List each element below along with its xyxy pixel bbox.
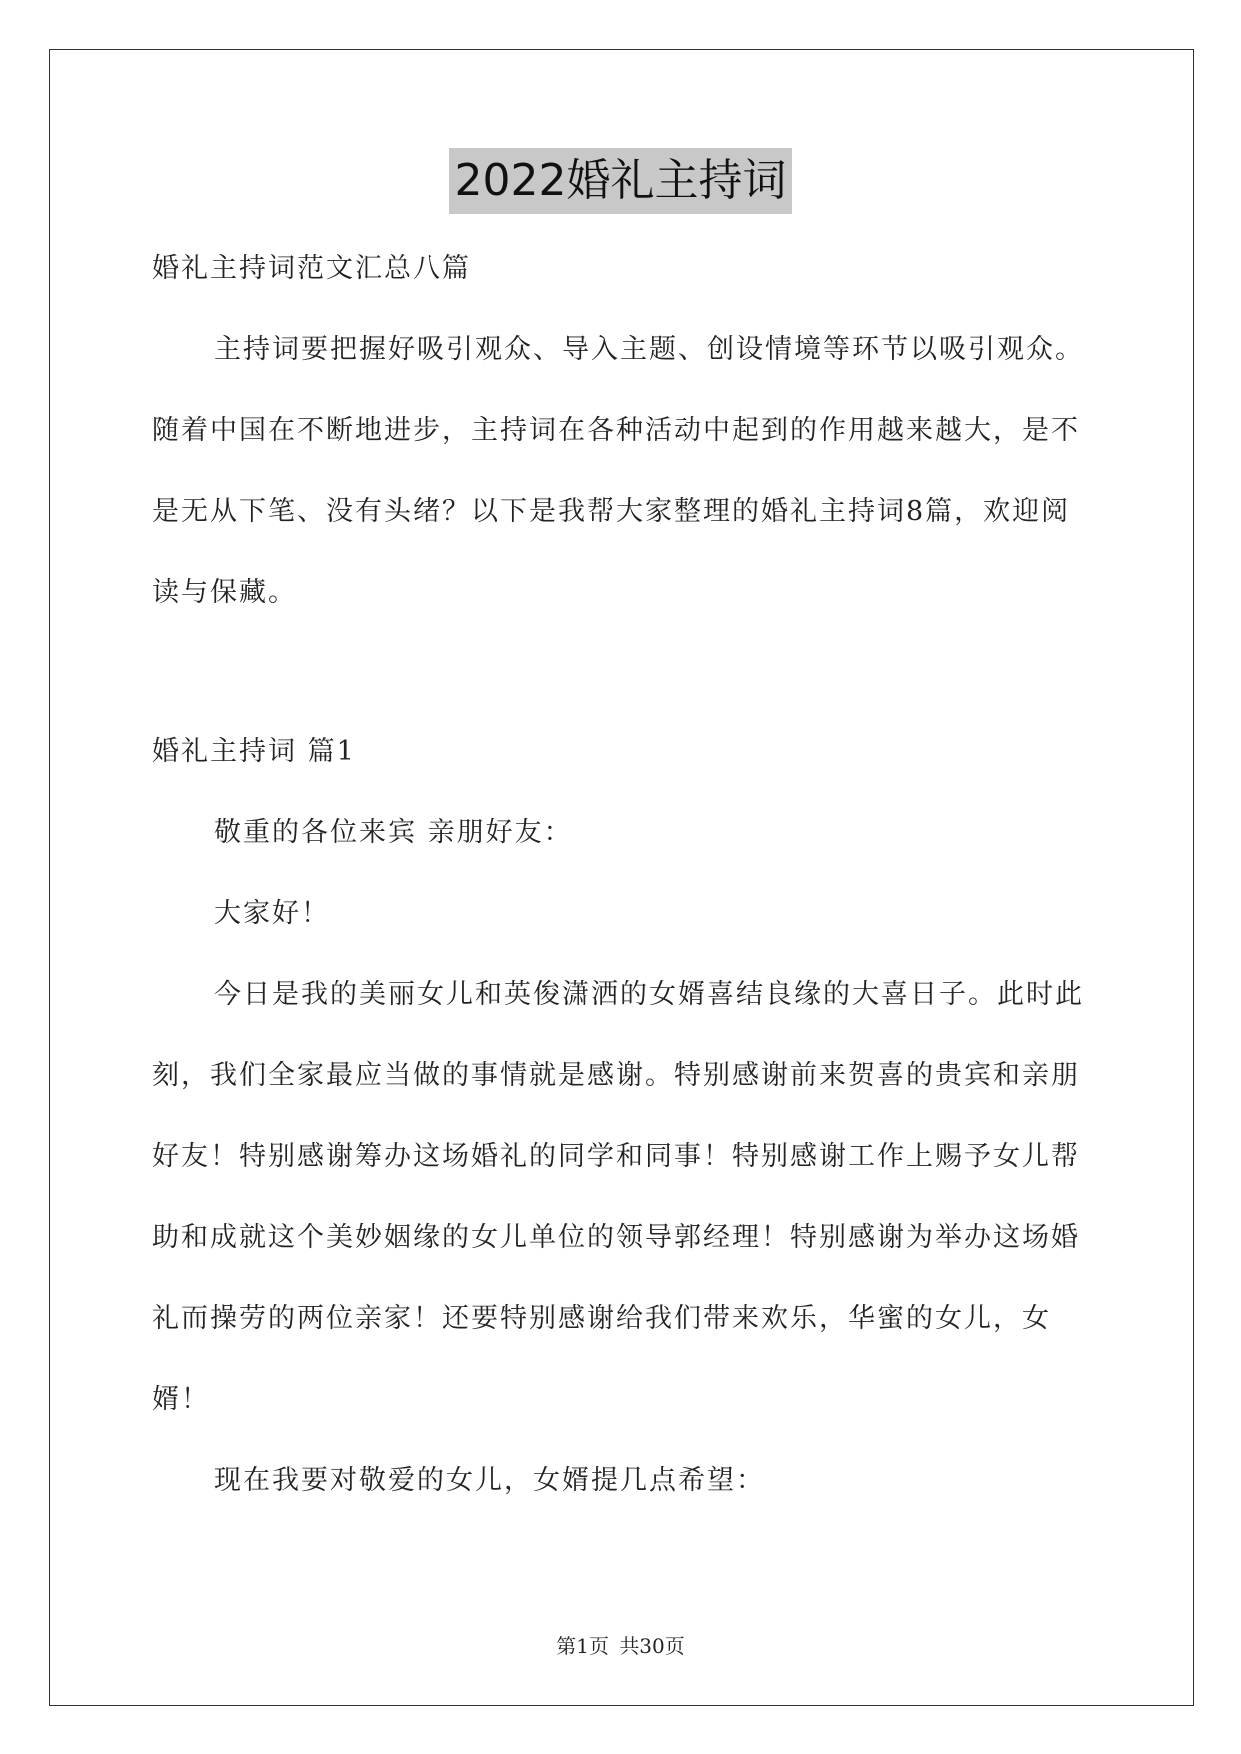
title-container (0, 148, 1241, 214)
page-total: 共30页 (619, 1634, 685, 1658)
section-gap (152, 633, 1092, 711)
greeting-line: 敬重的各位来宾 亲朋好友： (214, 817, 573, 848)
page-footer (0, 1630, 1241, 1659)
section-heading: 婚礼主持词 篇1 (152, 736, 356, 767)
body-paragraph-2: 现在我要对敬爱的女儿，女婿提几点希望： (214, 1465, 765, 1496)
body-paragraph-1: 今日是我的美丽女儿和英俊潇洒的女婿喜结良缘的大喜日子。此时此刻，我们全家最应当做的事情就是感谢。特别感谢前来贺喜的贵宾和亲朋好友！特别感谢筹办这场婚礼的同学和同事！特别感谢工作上赐予女儿帮助和成就这个美妙姻缘的女儿单位的领导郭经理！特别感谢为举办这场婚礼而操劳的两位亲家！还要特别感谢给我们带来欢乐，华蜜的女儿，女婿！ (152, 979, 1084, 1415)
page-number: 第1页 (556, 1634, 609, 1658)
subtitle: 婚礼主持词范文汇总八篇 (152, 253, 471, 284)
document-body (152, 228, 1092, 1521)
document-title: 2022婚礼主持词 (449, 148, 793, 214)
intro-paragraph: 主持词要把握好吸引观众、导入主题、创设情境等环节以吸引观众。随着中国在不断地进步，主持词在各种活动中起到的作用越来越大，是不是无从下笔、没有头绪？以下是我帮大家整理的婚礼主持词8篇，欢迎阅读与保藏。 (152, 334, 1084, 608)
hello-line: 大家好！ (214, 898, 330, 929)
